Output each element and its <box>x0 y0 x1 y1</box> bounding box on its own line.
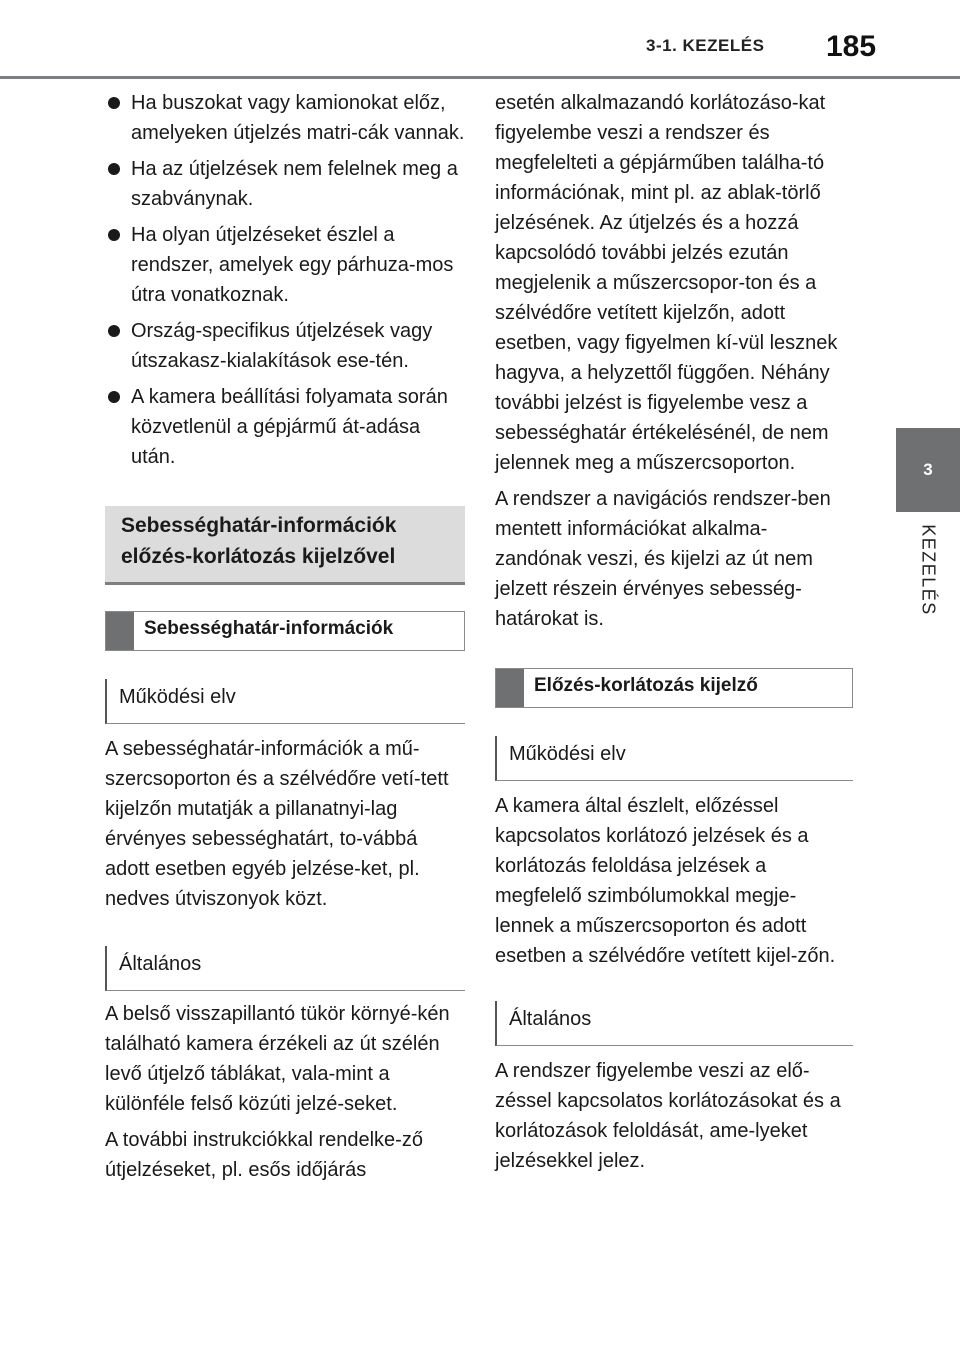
paragraph: esetén alkalmazandó korlátozáso-kat figyelembe veszi a rendszer és megfelelteti a gépjárműben találha-tó információnak, mint pl. az ablak-törlő jelzésének. Az útjelzés és a hozzá kapcsolódó további jelzés ezután megjelenik a műszercsopor-ton és a szélvédőre vetített kijelzőn, adott esetben, vagy figyelmen kí-vül lesznek hagyva, a helyzettől függően. Néhány további jelzést is figyelembe vesz a sebességhatár értékelésénél, de nem jelennek meg a műszercsoporton. <box>495 92 838 474</box>
page-number: 185 <box>826 30 877 63</box>
section-heading: Sebességhatár-információk előzés-korlátozás kijelzővel <box>105 506 465 585</box>
list-item: Ha olyan útjelzéseket észlel a rendszer, amelyek egy párhuza-mos útra vonatkoznak. <box>105 220 465 310</box>
list-item: Ha buszokat vagy kamionokat előz, amelyeken útjelzés matri-cák vannak. <box>105 88 465 148</box>
right-column <box>495 88 853 1182</box>
chapter-tab: 3 <box>896 428 960 512</box>
subsection-heading <box>105 611 465 651</box>
list-item: Ha az útjelzések nem felelnek meg a szabványnak. <box>105 154 465 214</box>
paragraph: A további instrukciókkal rendelke-ző útjelzéseket, pl. esős időjárás <box>105 1129 423 1181</box>
paragraph: A rendszer figyelembe veszi az elő-zéssel kapcsolatos korlátozásokat és a korlátozások feloldását, ame-lyeket jelzésekkel jelez. <box>495 1060 841 1172</box>
subsection-title: Előzés-korlátozás kijelző <box>534 675 758 696</box>
topic-heading: Működési elv <box>495 736 853 781</box>
subsection-title: Sebességhatár-információk <box>144 618 394 639</box>
section-title: 3-1. KEZELÉS <box>646 36 765 55</box>
paragraph: A sebességhatár-információk a mű-szercsoporton és a szélvédőre vetí-tett kijelzőn mutatják a pillanatnyi-lag érvényes sebességhatárt, to-vábbá adott esetben egyéb jelzése-ket, pl. nedves útviszonyok közt. <box>105 738 449 910</box>
topic-heading: Működési elv <box>105 679 465 724</box>
condition-list <box>105 88 465 472</box>
paragraph: A belső visszapillantó tükör környé-kén található kamera érzékeli az út szélén levő útjelző táblákat, vala-mint a különféle felső közúti jelzé-seket. <box>105 1003 450 1115</box>
chapter-label: KEZELÉS <box>918 524 939 616</box>
left-column <box>105 88 465 1191</box>
topic-heading: Általános <box>495 1001 853 1046</box>
header-divider <box>0 76 960 79</box>
topic-heading: Általános <box>105 946 465 991</box>
heading-marker <box>496 669 524 707</box>
list-item: Ország-specifikus útjelzések vagy útszakasz-kialakítások ese-tén. <box>105 316 465 376</box>
subsection-heading <box>495 668 853 708</box>
list-item: A kamera beállítási folyamata során közvetlenül a gépjármű át-adása után. <box>105 382 465 472</box>
paragraph: A rendszer a navigációs rendszer-ben mentett információkat alkalma-zandónak veszi, és kijelzi az út nem jelzett részein érvényes sebesség-határokat is. <box>495 488 831 630</box>
paragraph: A kamera által észlelt, előzéssel kapcsolatos korlátozó jelzések és a korlátozás feloldása jelzések a megfelelő szimbólumokkal megje-lennek a műszercsoporton és adott esetben a szélvédőre vetített kijel-zőn. <box>495 795 836 967</box>
heading-marker <box>106 612 134 650</box>
